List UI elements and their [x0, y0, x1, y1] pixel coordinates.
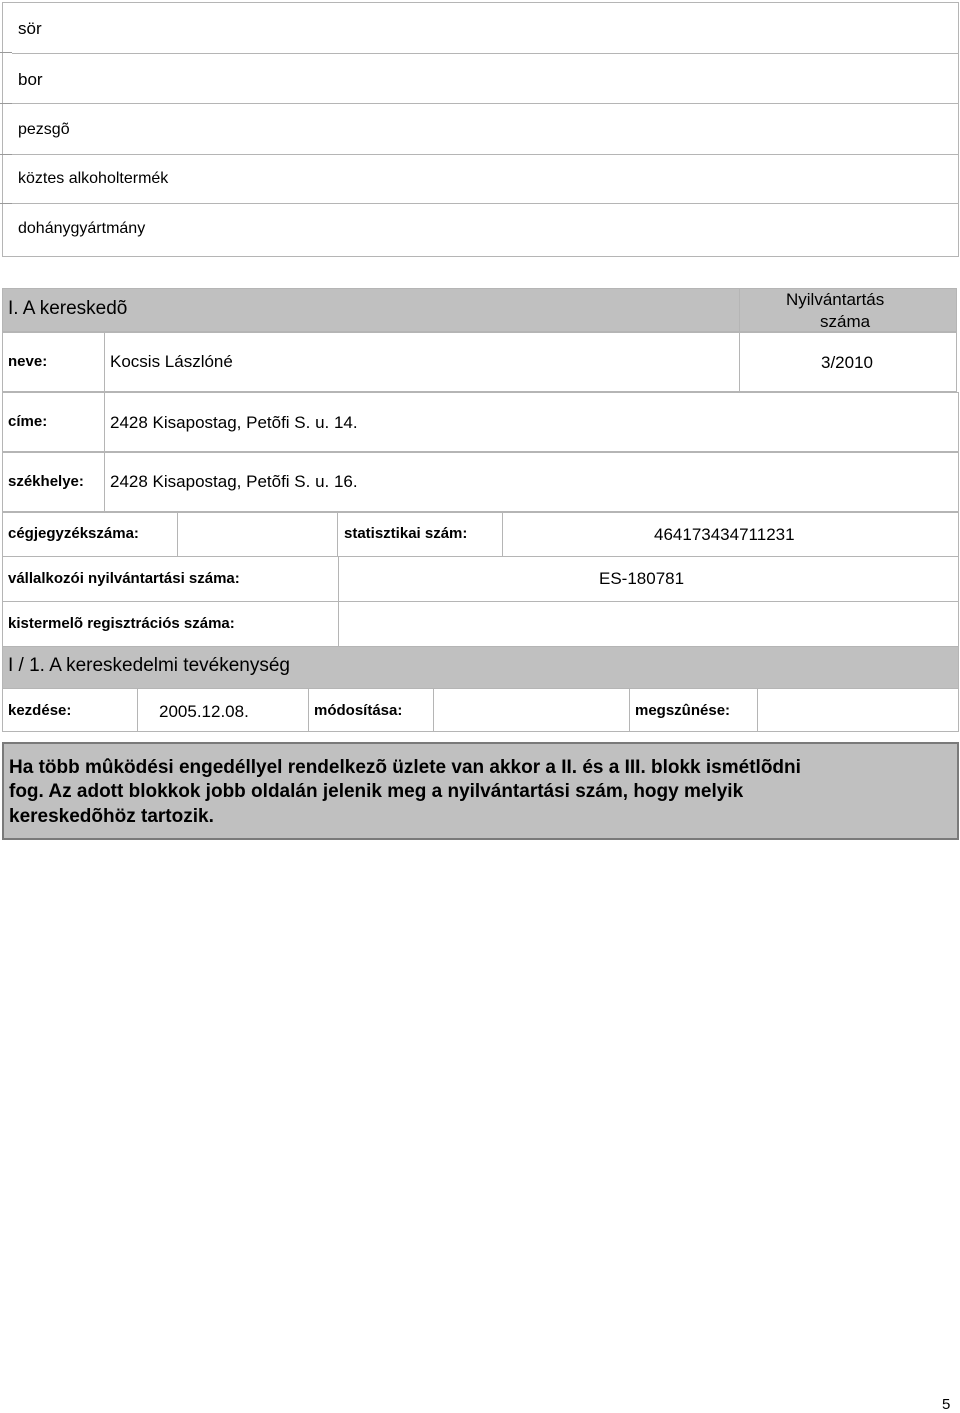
modify-value-cell: [433, 688, 630, 732]
seat-label: székhelye:: [8, 473, 84, 490]
end-label: megszûnése:: [635, 702, 731, 719]
company-reg-label: cégjegyzékszáma:: [8, 525, 139, 542]
company-reg-value-cell: [177, 512, 338, 557]
registry-number: 3/2010: [821, 353, 873, 372]
checkbox-mark: [0, 52, 12, 53]
product-row-divider: [12, 53, 958, 54]
product-item-intermediate: köztes alkoholtermék: [18, 170, 169, 187]
entrepreneur-label: vállalkozói nyilvántartási száma:: [8, 570, 240, 587]
product-row-divider: [12, 154, 958, 155]
notice-line-2: fog. Az adott blokkok jobb oldalán jelenik meg a nyilvántartási szám, hogy melyik: [9, 781, 744, 802]
checkbox-mark: [0, 103, 12, 104]
name-value: Kocsis Lászlóné: [110, 352, 233, 371]
notice-line-3: kereskedõhöz tartozik.: [9, 806, 214, 827]
product-item-beer: sör: [18, 19, 42, 38]
smallholder-label: kistermelõ regisztrációs száma:: [8, 615, 235, 632]
trader-section-title: I. A kereskedõ: [8, 298, 128, 319]
address-label: címe:: [8, 413, 48, 430]
name-label: neve:: [8, 353, 48, 370]
product-item-sparkling: pezsgõ: [18, 121, 70, 138]
modify-label: módosítása:: [314, 702, 403, 719]
entrepreneur-value: ES-180781: [599, 569, 685, 588]
product-item-wine: bor: [18, 70, 43, 89]
registry-header-line2: száma: [820, 312, 871, 331]
checkbox-mark: [0, 154, 12, 155]
address-value: 2428 Kisapostag, Petõfi S. u. 14.: [110, 413, 358, 432]
page-number: 5: [942, 1396, 951, 1413]
start-value: 2005.12.08.: [159, 702, 249, 721]
stat-value: 464173434711231: [654, 525, 795, 544]
notice-line-1: Ha több mûködési engedéllyel rendelkezõ üzlete van akkor a II. és a III. blokk ismétlõdni: [9, 757, 801, 778]
smallholder-value-cell: [338, 601, 959, 647]
product-item-tobacco: dohánygyártmány: [18, 220, 146, 237]
stat-label: statisztikai szám:: [344, 525, 468, 542]
product-row-divider: [12, 203, 958, 204]
product-list-box: [2, 2, 959, 257]
product-row-divider: [12, 103, 958, 104]
end-value-cell: [757, 688, 959, 732]
checkbox-mark: [0, 203, 12, 204]
registry-header-line1: Nyilvántartás: [786, 290, 885, 309]
seat-value: 2428 Kisapostag, Petõfi S. u. 16.: [110, 472, 358, 491]
activity-section-title: I / 1. A kereskedelmi tevékenység: [8, 655, 290, 676]
start-label: kezdése:: [8, 702, 72, 719]
